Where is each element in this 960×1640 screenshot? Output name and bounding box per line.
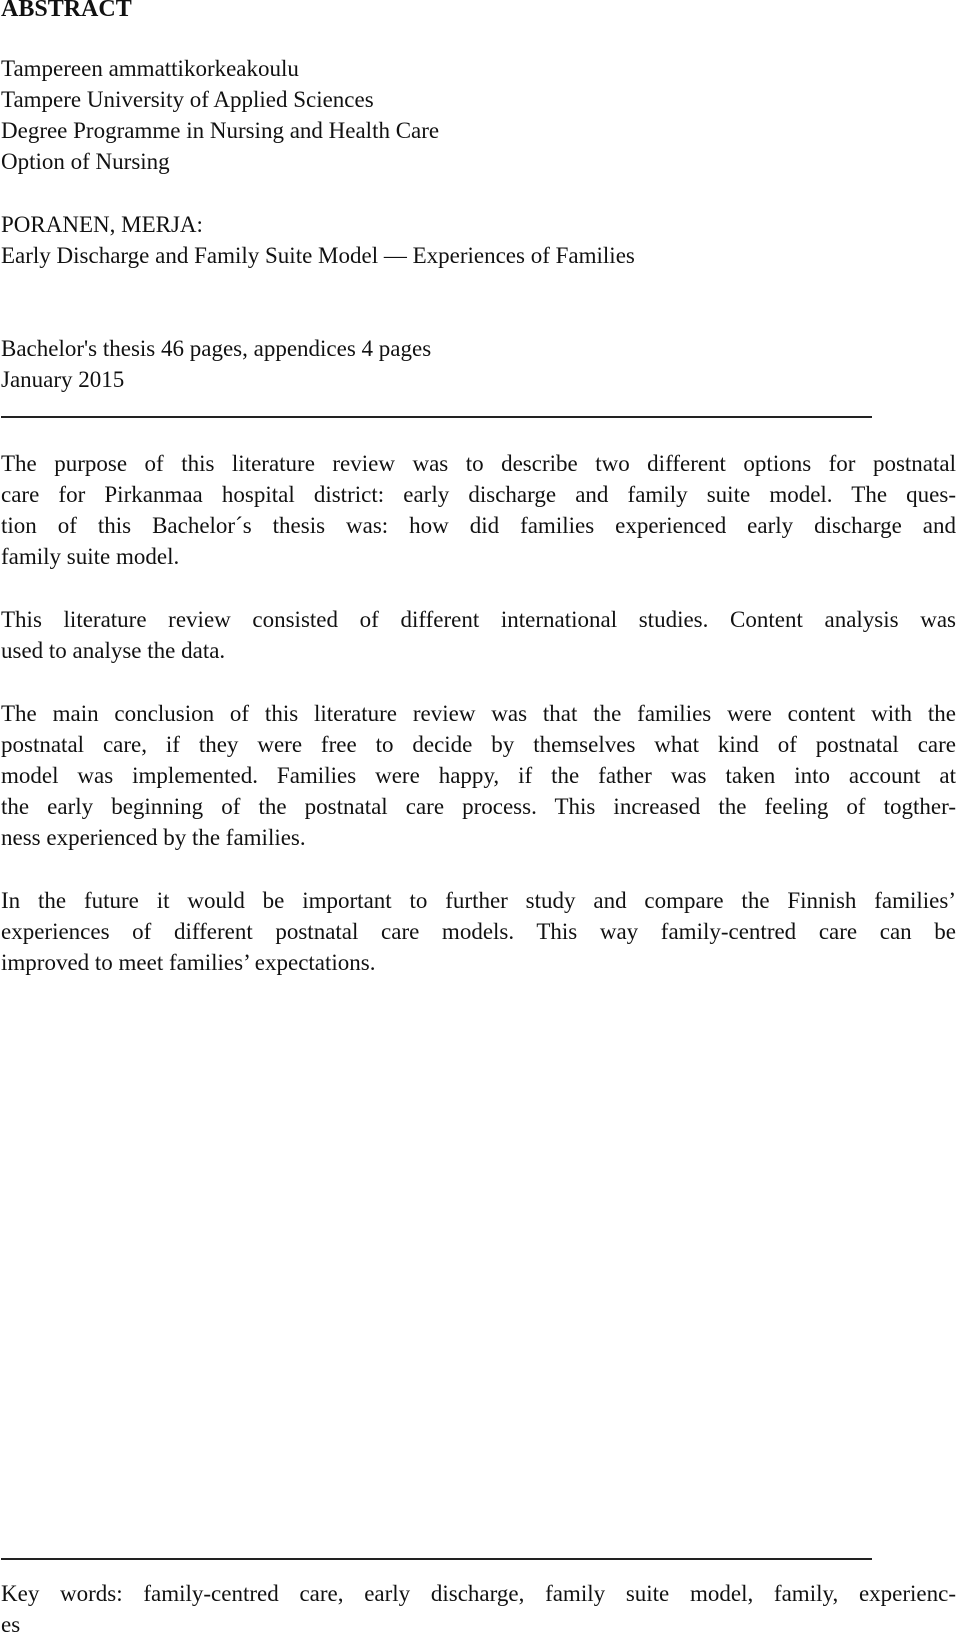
paragraph-line: the early beginning of the postnatal care process. This increased the feeling of togther- — [1, 794, 956, 819]
paragraph-line: model was implemented. Families were happy, if the father was taken into account at — [1, 763, 956, 788]
institution-line-english: Tampere University of Applied Sciences — [1, 87, 374, 112]
divider-bottom — [1, 1558, 872, 1560]
option-line: Option of Nursing — [1, 149, 170, 174]
institution-line-finnish: Tampereen ammattikorkeakoulu — [1, 56, 299, 81]
abstract-heading: ABSTRACT — [1, 0, 132, 22]
thesis-info-block — [1, 333, 957, 395]
paragraph-future — [1, 885, 956, 978]
paragraph-line: tion of this Bachelor´s thesis was: how did families experienced early discharge and — [1, 513, 956, 538]
paragraph-conclusion — [1, 698, 956, 853]
paragraph-purpose — [1, 448, 956, 572]
keywords-block — [1, 1578, 956, 1640]
thesis-title: Early Discharge and Family Suite Model — Experiences of Families — [1, 243, 635, 268]
paragraph-line: The main conclusion of this literature review was that the families were content with the — [1, 701, 956, 726]
paragraph-line: used to analyse the data. — [1, 638, 226, 663]
paragraph-line: This literature review consisted of different international studies. Content analysis was — [1, 607, 956, 632]
paragraph-line: improved to meet families’ expectations. — [1, 950, 376, 975]
paragraph-line: ness experienced by the families. — [1, 825, 306, 850]
institution-block — [1, 53, 957, 177]
paragraph-line: postnatal care, if they were free to decide by themselves what kind of postnatal care — [1, 732, 956, 757]
paragraph-line: care for Pirkanmaa hospital district: early discharge and family suite model. The ques- — [1, 482, 956, 507]
paragraph-method — [1, 604, 956, 666]
keywords-line: es — [1, 1612, 21, 1637]
degree-programme: Degree Programme in Nursing and Health Care — [1, 118, 440, 143]
paragraph-line: In the future it would be important to further study and compare the Finnish families’ — [1, 888, 956, 913]
thesis-date: January 2015 — [1, 367, 125, 392]
paragraph-line: family suite model. — [1, 544, 180, 569]
author-block — [1, 209, 957, 271]
author-name: PORANEN, MERJA: — [1, 212, 203, 237]
paragraph-line: experiences of different postnatal care models. This way family-centred care can be — [1, 919, 956, 944]
thesis-pages: Bachelor's thesis 46 pages, appendices 4 pages — [1, 336, 432, 361]
divider-top — [1, 416, 872, 418]
keywords-line: Key words: family-centred care, early discharge, family suite model, family, experienc- — [1, 1581, 956, 1606]
paragraph-line: The purpose of this literature review was to describe two different options for postnatal — [1, 451, 956, 476]
